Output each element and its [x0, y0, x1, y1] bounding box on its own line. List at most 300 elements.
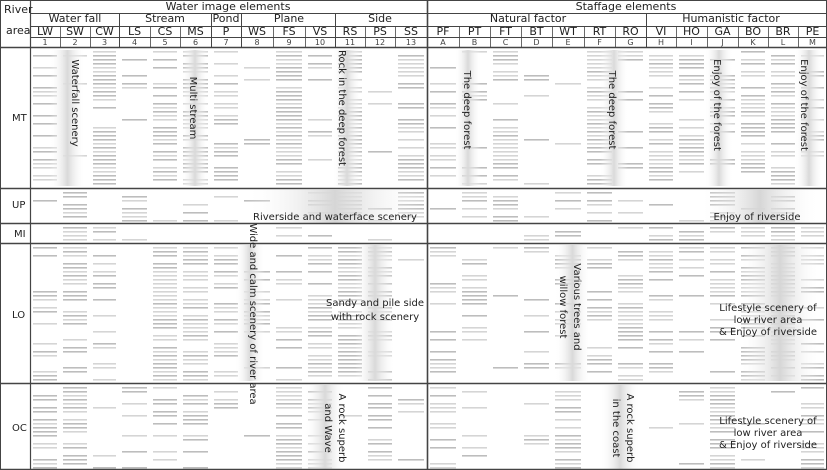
- dash-mark: [398, 107, 424, 109]
- dash-mark: [244, 79, 270, 81]
- dash-mark: [276, 155, 302, 157]
- dash-mark: [93, 299, 116, 301]
- dash-mark: [63, 263, 87, 265]
- dash-mark: [618, 212, 643, 214]
- dash-mark: [555, 200, 581, 202]
- column-number: J: [721, 38, 724, 47]
- dash-mark: [153, 131, 177, 133]
- dash-mark: [462, 275, 487, 277]
- dash-mark: [587, 291, 612, 293]
- dash-mark: [587, 347, 612, 349]
- dash-mark: [430, 447, 456, 449]
- dash-mark: [244, 435, 270, 437]
- dash-mark: [493, 75, 518, 77]
- dash-mark: [462, 339, 487, 341]
- dash-mark: [679, 63, 704, 65]
- dash-mark: [214, 247, 238, 249]
- dash-mark: [33, 375, 57, 377]
- dash-mark: [33, 427, 57, 429]
- dash-mark: [276, 147, 302, 149]
- dash-mark: [214, 103, 238, 105]
- dash-mark: [308, 63, 332, 65]
- dash-mark: [771, 111, 795, 113]
- column-code: RS: [342, 25, 358, 38]
- dash-mark: [153, 371, 177, 373]
- row-label-up: UP: [12, 200, 26, 211]
- dash-mark: [679, 463, 704, 465]
- dash-mark: [153, 359, 177, 361]
- dash-mark: [801, 227, 824, 229]
- dash-mark: [618, 255, 643, 257]
- ann-rock-wave-line1: A rock superb: [336, 393, 347, 463]
- dash-mark: [679, 99, 704, 101]
- dash-mark: [587, 307, 612, 309]
- dash-mark: [63, 315, 87, 317]
- dash-mark: [214, 115, 238, 117]
- ann-enjoy-forest-2: Enjoy of the forest: [798, 59, 809, 151]
- dash-mark: [276, 67, 302, 69]
- dash-mark: [555, 395, 581, 397]
- dash-mark: [276, 379, 302, 381]
- dash-mark: [398, 75, 424, 77]
- dash-mark: [555, 192, 581, 194]
- dash-mark: [214, 371, 238, 373]
- dash-mark: [93, 407, 116, 409]
- dash-mark: [122, 83, 147, 85]
- dash-mark: [93, 99, 116, 101]
- dash-mark: [276, 183, 302, 185]
- dash-mark: [214, 220, 238, 222]
- dash-mark: [153, 119, 177, 121]
- dash-mark: [618, 259, 643, 261]
- dash-mark: [63, 212, 87, 214]
- dash-mark: [33, 431, 57, 433]
- dash-mark: [587, 200, 612, 202]
- dash-mark: [555, 399, 581, 401]
- column-code: WS: [248, 25, 266, 38]
- dash-mark: [153, 139, 177, 141]
- dash-mark: [649, 279, 673, 281]
- dash-mark: [741, 227, 765, 229]
- dash-mark: [649, 107, 673, 109]
- dash-mark: [276, 175, 302, 177]
- row-labels: [12, 113, 28, 434]
- dash-mark: [493, 139, 518, 141]
- ann-lifestyle-lo-line3: & Enjoy of riverside: [718, 327, 818, 338]
- dash-mark: [214, 375, 238, 377]
- dash-mark: [276, 99, 302, 101]
- dash-mark: [462, 192, 487, 194]
- dash-mark: [679, 331, 704, 333]
- ann-sandy-pile-line2: with rock scenery: [330, 312, 420, 323]
- dash-mark: [710, 227, 735, 229]
- dash-mark: [430, 427, 456, 429]
- dash-mark: [122, 119, 147, 121]
- dash-mark: [214, 287, 238, 289]
- dash-mark: [493, 216, 518, 218]
- column-code: SS: [404, 25, 418, 38]
- dash-mark: [771, 119, 795, 121]
- dash-mark: [679, 247, 704, 249]
- subgroup-side: Side: [368, 12, 392, 25]
- column-code: GA: [714, 25, 731, 38]
- dash-mark: [63, 251, 87, 253]
- dash-mark: [524, 443, 549, 445]
- dash-mark: [33, 443, 57, 445]
- dash-mark: [276, 399, 302, 401]
- dash-mark: [183, 323, 208, 325]
- dash-mark: [63, 192, 87, 194]
- dash-mark: [276, 71, 302, 73]
- column-code: FS: [282, 25, 296, 38]
- dash-mark: [183, 339, 208, 341]
- column-code: LS: [127, 25, 142, 38]
- dash-mark: [63, 463, 87, 465]
- dash-mark: [679, 235, 704, 237]
- dash-mark: [649, 267, 673, 269]
- dash-mark: [308, 359, 332, 361]
- dash-mark: [493, 135, 518, 137]
- dash-mark: [649, 87, 673, 89]
- dash-mark: [183, 279, 208, 281]
- dash-mark: [430, 403, 456, 405]
- dash-mark: [524, 235, 549, 237]
- dash-mark: [771, 71, 795, 73]
- dash-mark: [93, 347, 116, 349]
- dash-mark: [741, 75, 765, 77]
- row-label-mi: MI: [14, 229, 26, 240]
- column-number: A: [440, 38, 446, 47]
- dash-mark: [183, 371, 208, 373]
- dash-mark: [618, 335, 643, 337]
- column-number: 13: [405, 38, 417, 47]
- dash-mark: [430, 331, 456, 333]
- column-number: 6: [192, 38, 199, 47]
- dash-mark: [710, 391, 735, 393]
- dash-mark: [524, 216, 549, 218]
- dash-mark: [555, 235, 581, 237]
- dash-mark: [710, 431, 735, 433]
- dash-mark: [63, 196, 87, 198]
- dash-mark: [430, 411, 456, 413]
- dash-mark: [555, 451, 581, 453]
- dash-mark: [710, 251, 735, 253]
- dash-mark: [63, 443, 87, 445]
- dash-mark: [493, 151, 518, 153]
- dash-mark: [801, 231, 824, 233]
- dash-mark: [63, 347, 87, 349]
- dash-mark: [153, 83, 177, 85]
- dash-mark: [93, 83, 116, 85]
- dash-mark: [93, 147, 116, 149]
- subgroup-humanistic-factor: Humanistic factor: [682, 12, 780, 25]
- dash-mark: [493, 200, 518, 202]
- dash-mark: [398, 123, 424, 125]
- dash-mark: [33, 351, 57, 353]
- column-code: BR: [775, 25, 791, 38]
- dash-mark: [679, 75, 704, 77]
- dash-mark: [153, 220, 177, 222]
- dash-mark: [493, 131, 518, 133]
- dash-mark: [183, 212, 208, 214]
- dash-mark: [214, 347, 238, 349]
- highlight-bands: [50, 50, 823, 469]
- dash-mark: [214, 143, 238, 145]
- dash-mark: [430, 283, 456, 285]
- dash-mark: [462, 208, 487, 210]
- dash-mark: [33, 459, 57, 461]
- dash-mark: [63, 419, 87, 421]
- column-number: 1: [42, 38, 48, 47]
- column-number: 5: [162, 38, 168, 47]
- dash-mark: [801, 451, 824, 453]
- dash-mark: [679, 79, 704, 81]
- dash-mark: [801, 459, 824, 461]
- dash-mark: [649, 255, 673, 257]
- dash-mark: [153, 283, 177, 285]
- dash-mark: [649, 311, 673, 313]
- dash-mark: [430, 167, 456, 169]
- dash-mark: [741, 155, 765, 157]
- dash-mark: [741, 131, 765, 133]
- dash-mark: [555, 231, 581, 233]
- dash-mark: [493, 367, 518, 369]
- column-code: FT: [499, 25, 512, 38]
- column-code: PS: [373, 25, 387, 38]
- dash-mark: [649, 131, 673, 133]
- dash-mark: [308, 259, 332, 261]
- dash-mark: [462, 287, 487, 289]
- ann-enjoy-riverside: Enjoy of riverside: [713, 212, 801, 223]
- dash-mark: [398, 59, 424, 61]
- dash-mark: [308, 119, 332, 121]
- dash-mark: [771, 103, 795, 105]
- dash-mark: [122, 216, 147, 218]
- dash-mark: [63, 231, 87, 233]
- dash-mark: [710, 455, 735, 457]
- dash-mark: [679, 239, 704, 241]
- dash-mark: [649, 235, 673, 237]
- dash-mark: [308, 371, 332, 373]
- dash-mark: [276, 79, 302, 81]
- dash-mark: [430, 423, 456, 425]
- dash-mark: [276, 87, 302, 89]
- row-label-mt: MT: [12, 113, 27, 124]
- dash-mark: [710, 399, 735, 401]
- dash-mark: [649, 175, 673, 177]
- dash-mark: [183, 271, 208, 273]
- dash-mark: [649, 271, 673, 273]
- dash-mark: [368, 151, 392, 153]
- dash-mark: [710, 287, 735, 289]
- dash-mark: [93, 163, 116, 165]
- dash-mark: [308, 295, 332, 297]
- dash-mark: [33, 399, 57, 401]
- dash-mark: [771, 91, 795, 93]
- dash-mark: [587, 355, 612, 357]
- dash-mark: [153, 51, 177, 53]
- dash-mark: [153, 115, 177, 117]
- ann-lifestyle-lo-line2: low river area: [733, 315, 803, 326]
- dash-mark: [771, 151, 795, 153]
- dash-mark: [33, 407, 57, 409]
- column-number: 2: [72, 38, 78, 47]
- dash-mark: [618, 307, 643, 309]
- dash-mark: [679, 351, 704, 353]
- dash-mark: [587, 204, 612, 206]
- dash-mark: [93, 271, 116, 273]
- column-number: K: [750, 38, 756, 47]
- dash-mark: [153, 107, 177, 109]
- dash-mark: [153, 347, 177, 349]
- dash-mark: [524, 75, 549, 77]
- dash-mark: [649, 75, 673, 77]
- dash-mark: [618, 375, 643, 377]
- dash-mark: [462, 295, 487, 297]
- dash-mark: [93, 135, 116, 137]
- dash-mark: [618, 279, 643, 281]
- dash-mark: [93, 255, 116, 257]
- dash-mark: [649, 251, 673, 253]
- dash-mark: [741, 59, 765, 61]
- dash-mark: [308, 331, 332, 333]
- dash-mark: [649, 295, 673, 297]
- dash-mark: [430, 395, 456, 397]
- dash-mark: [710, 427, 735, 429]
- dash-mark: [183, 315, 208, 317]
- dash-mark: [430, 143, 456, 145]
- dash-mark: [771, 183, 795, 185]
- row-label-oc: OC: [12, 423, 27, 434]
- column-code: PT: [467, 25, 482, 38]
- dash-mark: [33, 307, 57, 309]
- dash-mark: [153, 159, 177, 161]
- dash-mark: [710, 407, 735, 409]
- dash-mark: [183, 467, 208, 469]
- column-code: MS: [187, 25, 204, 38]
- column-number: 12: [374, 38, 386, 47]
- dash-mark: [368, 415, 392, 417]
- dash-mark: [93, 79, 116, 81]
- dash-mark: [771, 235, 795, 237]
- column-number: H: [657, 38, 665, 47]
- dash-mark: [801, 431, 824, 433]
- dash-mark: [524, 363, 549, 365]
- dash-mark: [153, 111, 177, 113]
- dash-mark: [153, 399, 177, 401]
- dash-mark: [153, 95, 177, 97]
- dash-mark: [710, 319, 735, 321]
- dash-mark: [183, 419, 208, 421]
- ann-lifestyle-oc-line1: Lifestyle scenery of: [719, 416, 817, 427]
- dash-mark: [63, 299, 87, 301]
- dash-mark: [33, 447, 57, 449]
- dash-mark: [63, 447, 87, 449]
- dash-mark: [308, 343, 332, 345]
- dash-mark: [93, 175, 116, 177]
- dash-mark: [649, 71, 673, 73]
- dash-mark: [493, 155, 518, 157]
- dash-mark: [679, 139, 704, 141]
- dash-mark: [93, 379, 116, 381]
- dash-mark: [183, 363, 208, 365]
- dash-mark: [368, 407, 392, 409]
- dash-mark: [710, 231, 735, 233]
- dash-mark: [524, 351, 549, 353]
- dash-mark: [398, 399, 424, 401]
- dash-mark: [618, 311, 643, 313]
- dash-mark: [430, 363, 456, 365]
- dash-mark: [276, 255, 302, 257]
- dash-mark: [368, 427, 392, 429]
- dash-mark: [122, 87, 147, 89]
- dash-mark: [587, 359, 612, 361]
- dash-mark: [153, 311, 177, 313]
- dash-mark: [93, 275, 116, 277]
- dash-mark: [153, 415, 177, 417]
- dash-mark: [679, 295, 704, 297]
- dash-mark: [710, 371, 735, 373]
- dash-mark: [555, 463, 581, 465]
- dash-mark: [710, 463, 735, 465]
- dash-mark: [214, 343, 238, 345]
- subgroup-natural-factor: Natural factor: [489, 12, 567, 25]
- dash-mark: [618, 291, 643, 293]
- dash-mark: [93, 231, 116, 233]
- dash-mark: [710, 387, 735, 389]
- dash-mark: [63, 235, 87, 237]
- dash-mark: [398, 167, 424, 169]
- dash-mark: [462, 435, 487, 437]
- dash-mark: [493, 167, 518, 169]
- dash-mark: [214, 271, 238, 273]
- dash-mark: [276, 331, 302, 333]
- column-number: 4: [131, 38, 138, 47]
- dash-mark: [276, 367, 302, 369]
- dash-mark: [122, 212, 147, 214]
- dash-mark: [276, 135, 302, 137]
- dash-mark: [63, 427, 87, 429]
- dash-mark: [430, 115, 456, 117]
- dash-mark: [741, 151, 765, 153]
- dash-mark: [649, 163, 673, 165]
- dash-mark: [555, 439, 581, 441]
- dash-mark: [214, 407, 238, 409]
- dash-mark: [153, 267, 177, 269]
- dash-mark: [63, 351, 87, 353]
- dash-mark: [493, 119, 518, 121]
- dash-mark: [63, 459, 87, 461]
- dash-mark: [153, 307, 177, 309]
- dash-mark: [276, 439, 302, 441]
- dash-mark: [183, 375, 208, 377]
- dash-mark: [122, 391, 147, 393]
- dash-mark: [771, 107, 795, 109]
- dash-mark: [679, 147, 704, 149]
- dash-mark: [710, 339, 735, 341]
- dash-mark: [555, 143, 581, 145]
- dash-mark: [93, 455, 116, 457]
- ann-deep-forest-1: The deep forest: [461, 70, 472, 150]
- dash-mark: [368, 239, 392, 241]
- dash-mark: [555, 467, 581, 469]
- dash-mark: [493, 208, 518, 210]
- dash-mark: [183, 415, 208, 417]
- dash-mark: [33, 323, 57, 325]
- ann-lifestyle-lo-line1: Lifestyle scenery of: [719, 303, 817, 314]
- dash-mark: [276, 423, 302, 425]
- dash-mark: [430, 155, 456, 157]
